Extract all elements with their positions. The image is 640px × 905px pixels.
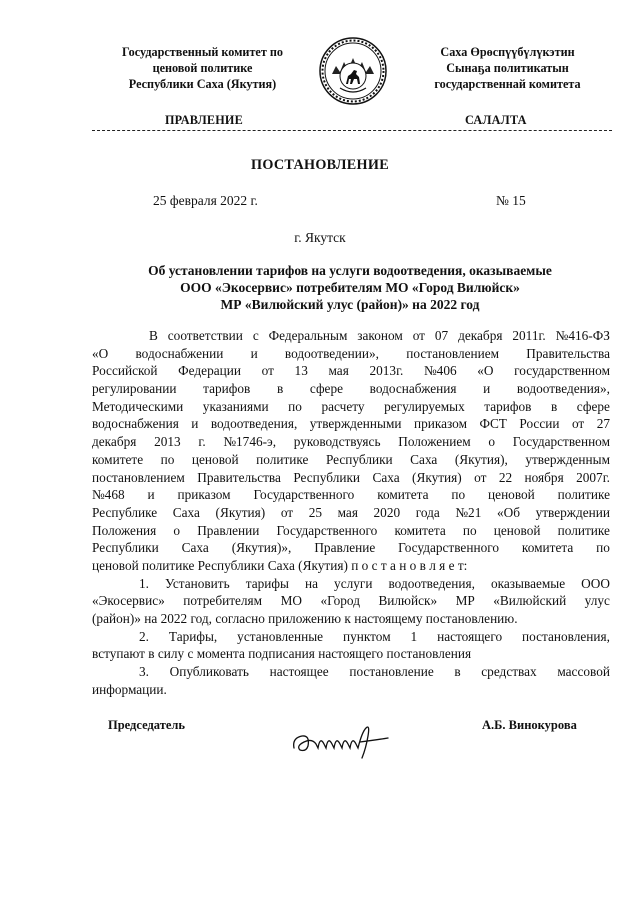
- subject-line: Об установлении тарифов на услуги водоотведения, оказываемые: [148, 263, 552, 278]
- body-word: Российской: [92, 363, 158, 379]
- subject-line: МР «Вилюйский улус (район)» на 2022 год: [220, 297, 480, 312]
- body-word: 22: [498, 469, 513, 485]
- body-word: Положением: [398, 434, 471, 450]
- body-word: «О: [477, 363, 494, 379]
- body-word: водоотведении»,: [284, 345, 379, 361]
- body-word: мая: [328, 363, 349, 379]
- issuer-line: Республики Саха (Якутия): [128, 77, 277, 91]
- body-word: от: [571, 416, 585, 432]
- body-word: постановлением: [406, 345, 500, 361]
- body-word: №416-ФЗ: [555, 328, 610, 343]
- body-word: Тарифы,: [168, 628, 218, 644]
- body-word: регулируемых: [384, 398, 465, 414]
- body-word: Саха: [372, 469, 400, 485]
- body-word: декабря: [92, 434, 137, 450]
- body-word: в: [550, 398, 558, 414]
- body-line: [92, 345, 610, 363]
- body-word: от: [280, 504, 294, 520]
- body-line: [92, 486, 610, 504]
- body-line: [92, 327, 610, 345]
- body-word: Государственном: [512, 434, 610, 450]
- body-word: 2013г.: [369, 363, 404, 379]
- body-word: постановления,: [522, 628, 610, 644]
- body-word: Установить: [165, 575, 230, 591]
- body-word: Республики: [325, 451, 393, 467]
- body-word: водоотведения,: [388, 575, 475, 591]
- body-line: [92, 557, 610, 575]
- body-word: приказом: [177, 487, 231, 503]
- body-word: на: [304, 575, 318, 591]
- issuer-line: ценовой политике: [152, 61, 253, 75]
- body-word: по: [596, 540, 610, 556]
- body-word: Вилюйск»: [378, 593, 438, 609]
- body-word: руководствуясь: [293, 434, 381, 450]
- body-word: 07: [434, 328, 449, 343]
- body-word: политике: [557, 522, 610, 538]
- body-word: от: [474, 469, 487, 485]
- body-line: [92, 362, 610, 380]
- body-word: по: [288, 398, 302, 414]
- body-line: [92, 663, 610, 681]
- body-word: Методическими: [92, 398, 184, 414]
- body-word: В: [149, 328, 158, 343]
- issuer-line: Государственный комитет по: [122, 45, 283, 59]
- body-word: политике: [256, 451, 309, 467]
- body-word: настоящее: [269, 664, 329, 680]
- signer-name: А.Б. Винокурова: [482, 718, 577, 732]
- body-word: тарифов: [203, 381, 251, 397]
- body-line: [92, 681, 610, 699]
- body-word: г.: [198, 434, 206, 450]
- body-word: о: [173, 522, 181, 538]
- header-divider: [92, 130, 612, 131]
- body-word: водоснабжения: [92, 416, 179, 432]
- body-word: и: [250, 345, 258, 361]
- subject-line: ООО «Экосервис» потребителям МО «Город Вилюйск»: [180, 280, 520, 295]
- body-word: №1746-э,: [223, 434, 277, 450]
- body-word: по: [451, 487, 466, 503]
- body-word: 27: [596, 416, 610, 432]
- body-word: «Город: [320, 593, 360, 609]
- body-word: 25: [308, 504, 322, 520]
- body-word: Саха: [181, 540, 209, 556]
- signer-title: Председатель: [108, 718, 186, 732]
- body-line: [92, 575, 610, 593]
- body-word: водоснабжения: [369, 381, 457, 397]
- body-word: Республике: [92, 504, 158, 520]
- body-word: Саха: [410, 451, 438, 467]
- body-word: Федеральным: [268, 328, 348, 343]
- body-text: (район)» на 2022 год, согласно приложению к настоящему постановлению.: [92, 611, 518, 626]
- issuer-line: Саха Өрөспүүбүлүкэтин: [440, 45, 575, 59]
- body-word: Положения: [92, 522, 157, 538]
- body-word: «Вилюйский: [493, 593, 567, 609]
- body-word: пунктом: [343, 628, 391, 644]
- body-word: Опубликовать: [169, 664, 249, 680]
- document-date: 25 февраля 2022 г.: [153, 193, 258, 208]
- body-word: потребителям: [183, 593, 263, 609]
- body-line: [92, 451, 610, 469]
- body-word: расчету: [321, 398, 365, 414]
- body-line: [92, 539, 610, 557]
- body-word: с: [252, 328, 259, 343]
- body-word: года: [415, 504, 440, 520]
- issuer-name-sah: [405, 44, 610, 92]
- body-line: [92, 380, 610, 398]
- body-word: Республики: [92, 540, 159, 556]
- body-word: Правительства: [197, 469, 281, 485]
- body-word: 1: [410, 628, 418, 644]
- body-word: Правление: [314, 540, 376, 556]
- body-word: от: [261, 363, 274, 379]
- body-word: установленные: [237, 628, 324, 644]
- body-word: от: [412, 328, 425, 343]
- issuer-line: государственнай комитета: [434, 77, 581, 91]
- body-word: Правительства: [526, 345, 610, 361]
- body-word: указаниями: [202, 398, 269, 414]
- body-word: №21: [455, 504, 482, 520]
- body-word: Федерации: [178, 363, 241, 379]
- body-word: Государственного: [398, 540, 499, 556]
- body-word: (Якутия)»,: [231, 540, 292, 556]
- body-word: декабря: [458, 328, 503, 343]
- body-word: 2011г.: [512, 328, 546, 343]
- body-word: утвержденным: [525, 451, 610, 467]
- body-text: вступают в силу с момента подписания настоящего постановления: [92, 646, 472, 662]
- board-label-ru: ПРАВЛЕНИЕ: [165, 113, 243, 127]
- body-word: комитета: [394, 522, 446, 538]
- body-word: комитете: [92, 451, 144, 467]
- body-line: [92, 415, 610, 433]
- body-word: тарифы: [245, 575, 289, 591]
- body-word: водоотведения,: [210, 416, 298, 432]
- body-word: 2007г.: [576, 469, 610, 485]
- body-line: [92, 610, 610, 628]
- body-word: водоснабжении: [135, 345, 224, 361]
- body-word: водоотведения»,: [516, 381, 610, 397]
- body-word: ценовой: [493, 522, 541, 538]
- body-word: России: [519, 416, 560, 432]
- body-word: утвержденными: [309, 416, 402, 432]
- body-word: соответствии: [167, 328, 243, 343]
- body-word: в: [276, 381, 284, 397]
- body-word: государственном: [514, 363, 610, 379]
- coat-of-arms-emblem: [318, 36, 388, 106]
- issuer-name-ru: [90, 44, 315, 92]
- body-word: утверждении: [535, 504, 610, 520]
- body-word: сфере: [309, 381, 344, 397]
- body-word: по: [160, 451, 175, 467]
- body-word: Государственного: [276, 522, 378, 538]
- body-word: политике: [557, 487, 610, 503]
- body-word: (Якутия): [215, 504, 266, 520]
- body-word: и: [191, 416, 199, 432]
- body-word: тарифов: [484, 398, 532, 414]
- body-word: сфере: [576, 398, 610, 414]
- body-word: 2.: [139, 628, 149, 644]
- body-text: информации.: [92, 681, 167, 697]
- body-word: МР: [455, 593, 475, 609]
- body-word: «Об: [496, 504, 520, 520]
- body-word: в: [454, 664, 461, 680]
- body-word: Республики: [293, 469, 361, 485]
- document-title: ПОСТАНОВЛЕНИЕ: [251, 157, 389, 173]
- body-word: №406: [423, 363, 457, 379]
- body-word: комитета: [377, 487, 429, 503]
- body-word: ценовой: [191, 451, 239, 467]
- document-number: № 15: [496, 193, 526, 208]
- body-line: [92, 592, 610, 610]
- board-label-sah: САЛАЛТА: [465, 113, 527, 127]
- body-text: ценовой политике Республики Саха (Якутия) п о с т а н о в л я е т:: [92, 557, 468, 573]
- body-word: Саха: [172, 504, 200, 520]
- body-word: приказом: [413, 416, 467, 432]
- body-word: оказываемые: [490, 575, 566, 591]
- body-word: Государственного: [253, 487, 355, 503]
- body-word: комитета: [521, 540, 574, 556]
- body-line: [92, 522, 610, 540]
- body-word: ООО: [581, 575, 610, 591]
- body-word: «О: [92, 345, 109, 361]
- body-word: «Экосервис»: [92, 593, 165, 609]
- body-word: постановлением: [92, 469, 185, 485]
- body-word: 3.: [139, 664, 149, 680]
- document-city: г. Якутск: [294, 230, 346, 245]
- body-word: по: [462, 522, 477, 538]
- body-line: [92, 398, 610, 416]
- body-line: [92, 504, 610, 522]
- body-word: постановление: [349, 664, 434, 680]
- document-subject: [90, 262, 610, 313]
- body-word: и: [483, 381, 491, 397]
- body-word: массовой: [557, 664, 610, 680]
- body-word: регулировании: [92, 381, 177, 397]
- body-word: 13: [294, 363, 308, 379]
- body-word: 2020: [373, 504, 401, 520]
- body-word: улус: [584, 593, 610, 609]
- body-word: ноября: [524, 469, 564, 485]
- body-word: мая: [337, 504, 358, 520]
- body-word: 2013: [154, 434, 181, 450]
- body-line: [92, 645, 610, 663]
- issuer-line: Сынаҕа политикатын: [446, 61, 569, 75]
- body-word: настоящего: [437, 628, 503, 644]
- body-line: [92, 469, 610, 487]
- body-word: ценовой: [488, 487, 535, 503]
- handwritten-signature: [288, 722, 408, 762]
- body-word: ФСТ: [479, 416, 507, 432]
- body-word: средствах: [481, 664, 537, 680]
- body-word: Правлении: [197, 522, 260, 538]
- body-line: [92, 628, 610, 646]
- body-line: [92, 433, 610, 451]
- body-word: (Якутия),: [454, 451, 508, 467]
- body-word: законом: [357, 328, 403, 343]
- body-word: №468: [92, 487, 125, 503]
- body-word: 1.: [139, 575, 149, 591]
- document-body: [92, 327, 610, 698]
- body-word: и: [147, 487, 155, 503]
- body-word: услуги: [334, 575, 373, 591]
- body-word: (Якутия): [412, 469, 462, 485]
- body-word: о: [488, 434, 496, 450]
- body-word: МО: [280, 593, 302, 609]
